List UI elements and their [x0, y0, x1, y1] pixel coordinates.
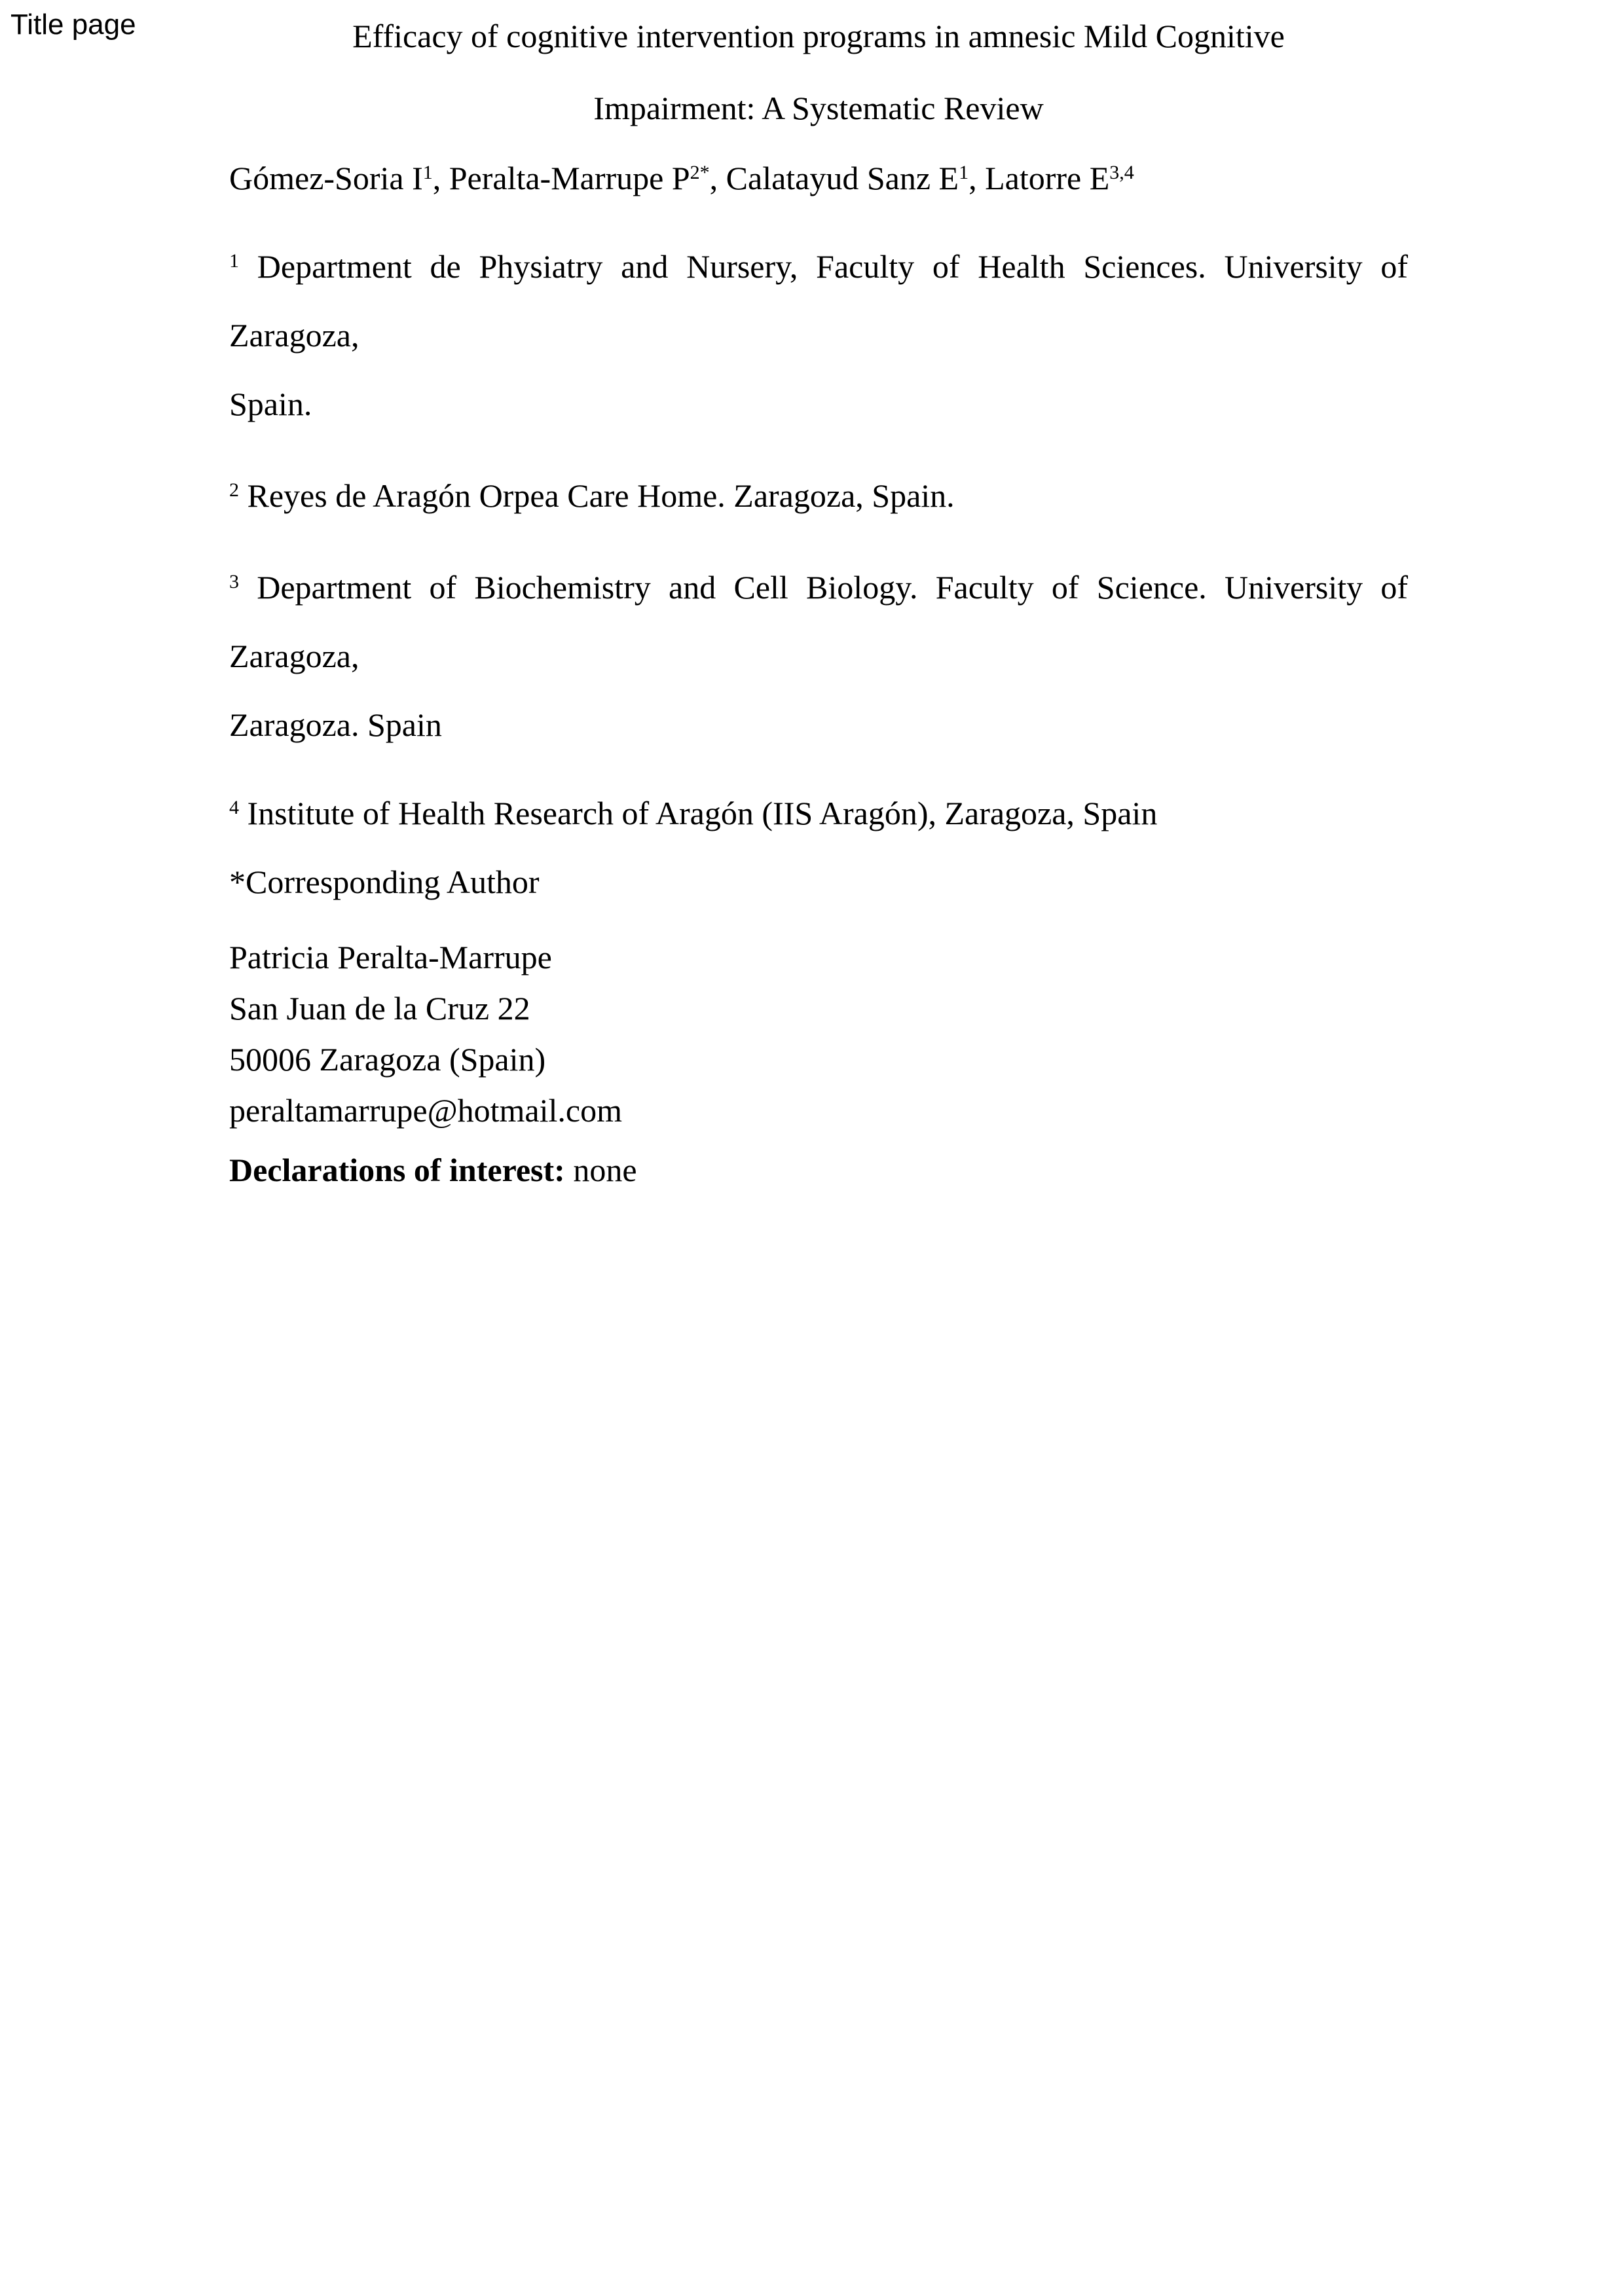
affiliation-2-line-1 [229, 462, 1408, 530]
author-superscript: 1 [422, 161, 433, 183]
affiliation-3-marker: 3 [229, 570, 239, 592]
affiliation-3-text: Department of Biochemistry and Cell Biology. Faculty of Science. University of Zaragoza, [229, 569, 1408, 674]
affiliation-1-marker: 1 [229, 249, 239, 272]
affiliation-2-text: Reyes de Aragón Orpea Care Home. Zaragoza, Spain. [247, 477, 955, 514]
article-title [229, 0, 1408, 144]
affiliation-1-line-2: Spain. [229, 386, 312, 422]
affiliation-1 [229, 232, 1408, 439]
declarations-value: none [573, 1152, 637, 1188]
corresponding-author-block [229, 932, 1408, 1136]
corresponding-author-email: peraltamarrupe@hotmail.com [229, 1092, 622, 1129]
affiliation-4 [229, 779, 1408, 848]
affiliation-3 [229, 553, 1408, 759]
declarations-of-interest [229, 1136, 1408, 1205]
author-superscript: 2* [690, 161, 710, 183]
authors-line: Gómez-Soria $I^1$, Peralta-Marrupe $P^{2*}$, Calatayud Sanz $E^1$, Latorre E$^{3,4}$ [229, 160, 1134, 196]
affiliation-3-line-1 [229, 553, 1408, 691]
affiliation-2-marker: 2 [229, 479, 239, 501]
declarations-label: Declarations of interest: [229, 1152, 565, 1188]
affiliation-4-marker: 4 [229, 796, 239, 818]
affiliation-4-line-1 [229, 779, 1408, 848]
author-superscript: 1 [959, 161, 969, 183]
affiliation-1-line-1 [229, 232, 1408, 370]
affiliation-3-line-2: Zaragoza. Spain [229, 706, 442, 743]
article-title-line-2: Impairment: A Systematic Review [593, 90, 1044, 126]
corresponding-author-name: Patricia Peralta-Marrupe [229, 939, 552, 975]
corresponding-author-city: 50006 Zaragoza (Spain) [229, 1041, 546, 1078]
article-title-line-1: Efficacy of cognitive intervention programs in amnesic Mild Cognitive [352, 18, 1285, 54]
affiliation-4-text: Institute of Health Research of Aragón (IIS Aragón), Zaragoza, Spain [247, 795, 1158, 831]
affiliation-2 [229, 462, 1408, 530]
author-superscript: 3,4 [1109, 161, 1134, 183]
title-page-content [229, 0, 1408, 1205]
page-label: Title page [10, 9, 136, 41]
corresponding-author-heading: *Corresponding Author [229, 864, 540, 900]
corresponding-author-street: San Juan de la Cruz 22 [229, 990, 530, 1027]
affiliation-1-text: Department de Physiatry and Nursery, Faculty of Health Sciences. University of Zaragoza, [229, 248, 1408, 354]
